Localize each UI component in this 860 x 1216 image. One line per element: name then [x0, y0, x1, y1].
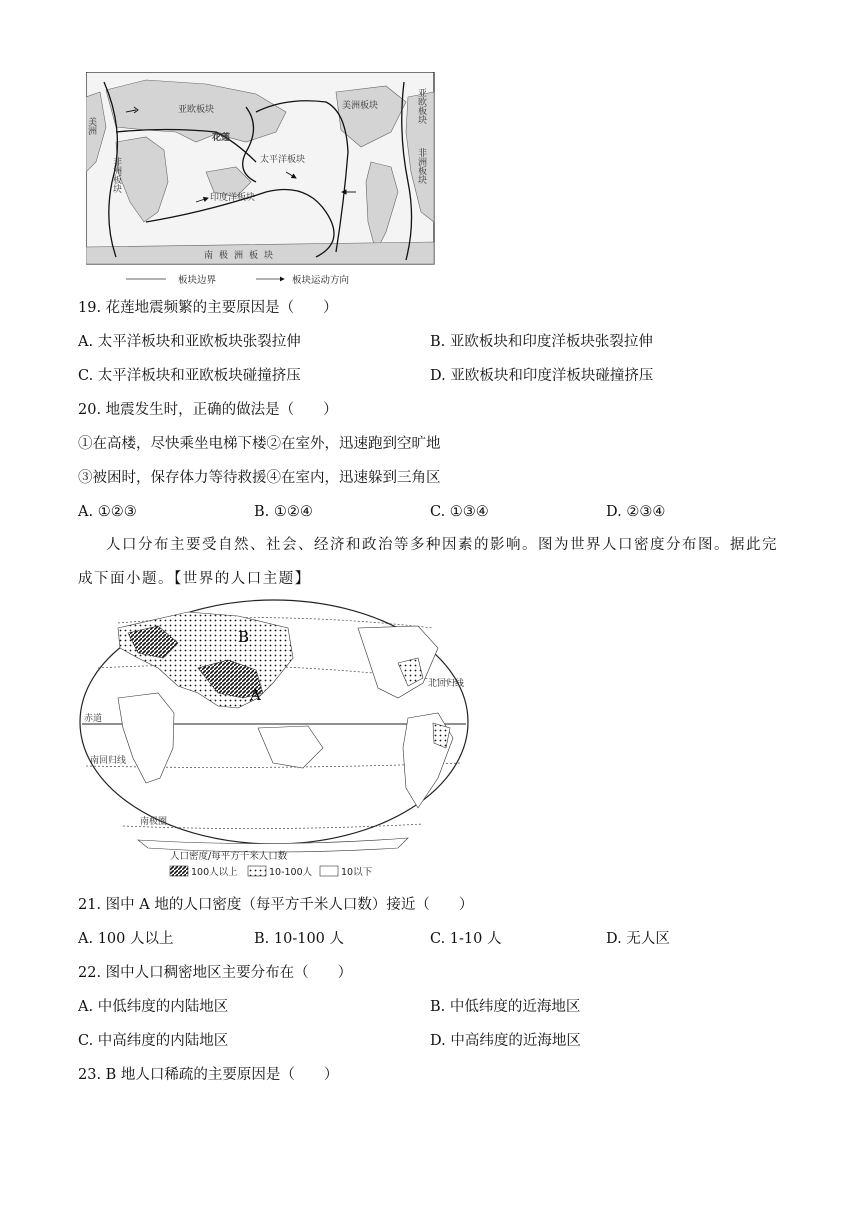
label-antarctic-circle: 南极圈 [140, 817, 168, 827]
legend-title: 人口密度/每平方千米人口数 [170, 851, 288, 862]
label-eurasian-right: 亚欧板块 [416, 88, 426, 124]
q20-option-b[interactable]: B. ①②④ [254, 504, 313, 520]
label-american: 美洲板块 [342, 101, 379, 111]
label-african: 非洲板块 [111, 157, 121, 193]
label-tropic-n: 北回归线 [428, 679, 465, 689]
label-eurasian: 亚欧板块 [178, 105, 215, 115]
legend-sparse: 10以下 [341, 867, 373, 878]
label-hualien: 花莲 [212, 133, 231, 143]
q22-option-b[interactable]: B. 中低纬度的近海地区 [430, 999, 581, 1015]
q22-option-a[interactable]: A. 中低纬度的内陆地区 [78, 999, 229, 1015]
q20-option-d[interactable]: D. ②③④ [606, 504, 666, 520]
q20-option-c[interactable]: C. ①③④ [430, 504, 489, 520]
q22-stem: 22. 图中人口稠密地区主要分布在（ ） [78, 965, 353, 981]
q20-option-a[interactable]: A. ①②③ [78, 504, 137, 520]
q21-option-d[interactable]: D. 无人区 [606, 931, 670, 947]
legend-direction: 板块运动方向 [292, 275, 350, 286]
population-map [78, 598, 478, 882]
label-african-right: 非洲板块 [416, 148, 426, 184]
label-b: B [238, 628, 250, 646]
label-pacific: 太平洋板块 [260, 155, 306, 165]
q20-statement-1: ①在高楼，尽快乘坐电梯下楼②在室外，迅速跑到空旷地 [78, 436, 441, 452]
q21-option-a[interactable]: A. 100 人以上 [78, 931, 174, 947]
label-indian: 印度洋板块 [210, 193, 256, 203]
q19-option-c[interactable]: C. 太平洋板块和亚欧板块碰撞挤压 [78, 368, 301, 384]
q19-option-d[interactable]: D. 亚欧板块和印度洋板块碰撞挤压 [430, 368, 654, 384]
legend-dense: 100人以上 [191, 867, 238, 878]
q20-stem: 20. 地震发生时，正确的做法是（ ） [78, 402, 338, 418]
plate-map [86, 72, 436, 290]
label-antarctic: 南极洲板块 [204, 251, 280, 261]
label-tropic-s: 南回归线 [90, 756, 127, 766]
q19-option-b[interactable]: B. 亚欧板块和印度洋板块张裂拉伸 [430, 334, 653, 350]
q19-stem: 19. 花莲地震频繁的主要原因是（ ） [78, 300, 338, 316]
q22-option-c[interactable]: C. 中高纬度的内陆地区 [78, 1033, 229, 1049]
legend-mid: 10-100人 [269, 867, 313, 878]
q21-option-b[interactable]: B. 10-100 人 [254, 931, 345, 947]
q21-stem: 21. 图中 A 地的人口密度（每平方千米人口数）接近（ ） [78, 897, 474, 913]
q21-option-c[interactable]: C. 1-10 人 [430, 931, 502, 947]
legend-boundary: 板块边界 [178, 275, 217, 286]
label-american-left: 美洲 [86, 117, 96, 135]
q23-stem: 23. B 地人口稀疏的主要原因是（ ） [78, 1067, 339, 1083]
label-a: A [250, 686, 261, 704]
q20-statement-2: ③被困时，保存体力等待救援④在室内，迅速躲到三角区 [78, 470, 441, 486]
q22-option-d[interactable]: D. 中高纬度的近海地区 [430, 1033, 581, 1049]
q19-option-a[interactable]: A. 太平洋板块和亚欧板块张裂拉伸 [78, 334, 301, 350]
intro-paragraph: 人口分布主要受自然、社会、经济和政治等多种因素的影响。图为世界人口密度分布图。据此完成下面小题。【世界的人口主题】 [78, 537, 778, 587]
label-equator: 赤道 [84, 714, 103, 724]
